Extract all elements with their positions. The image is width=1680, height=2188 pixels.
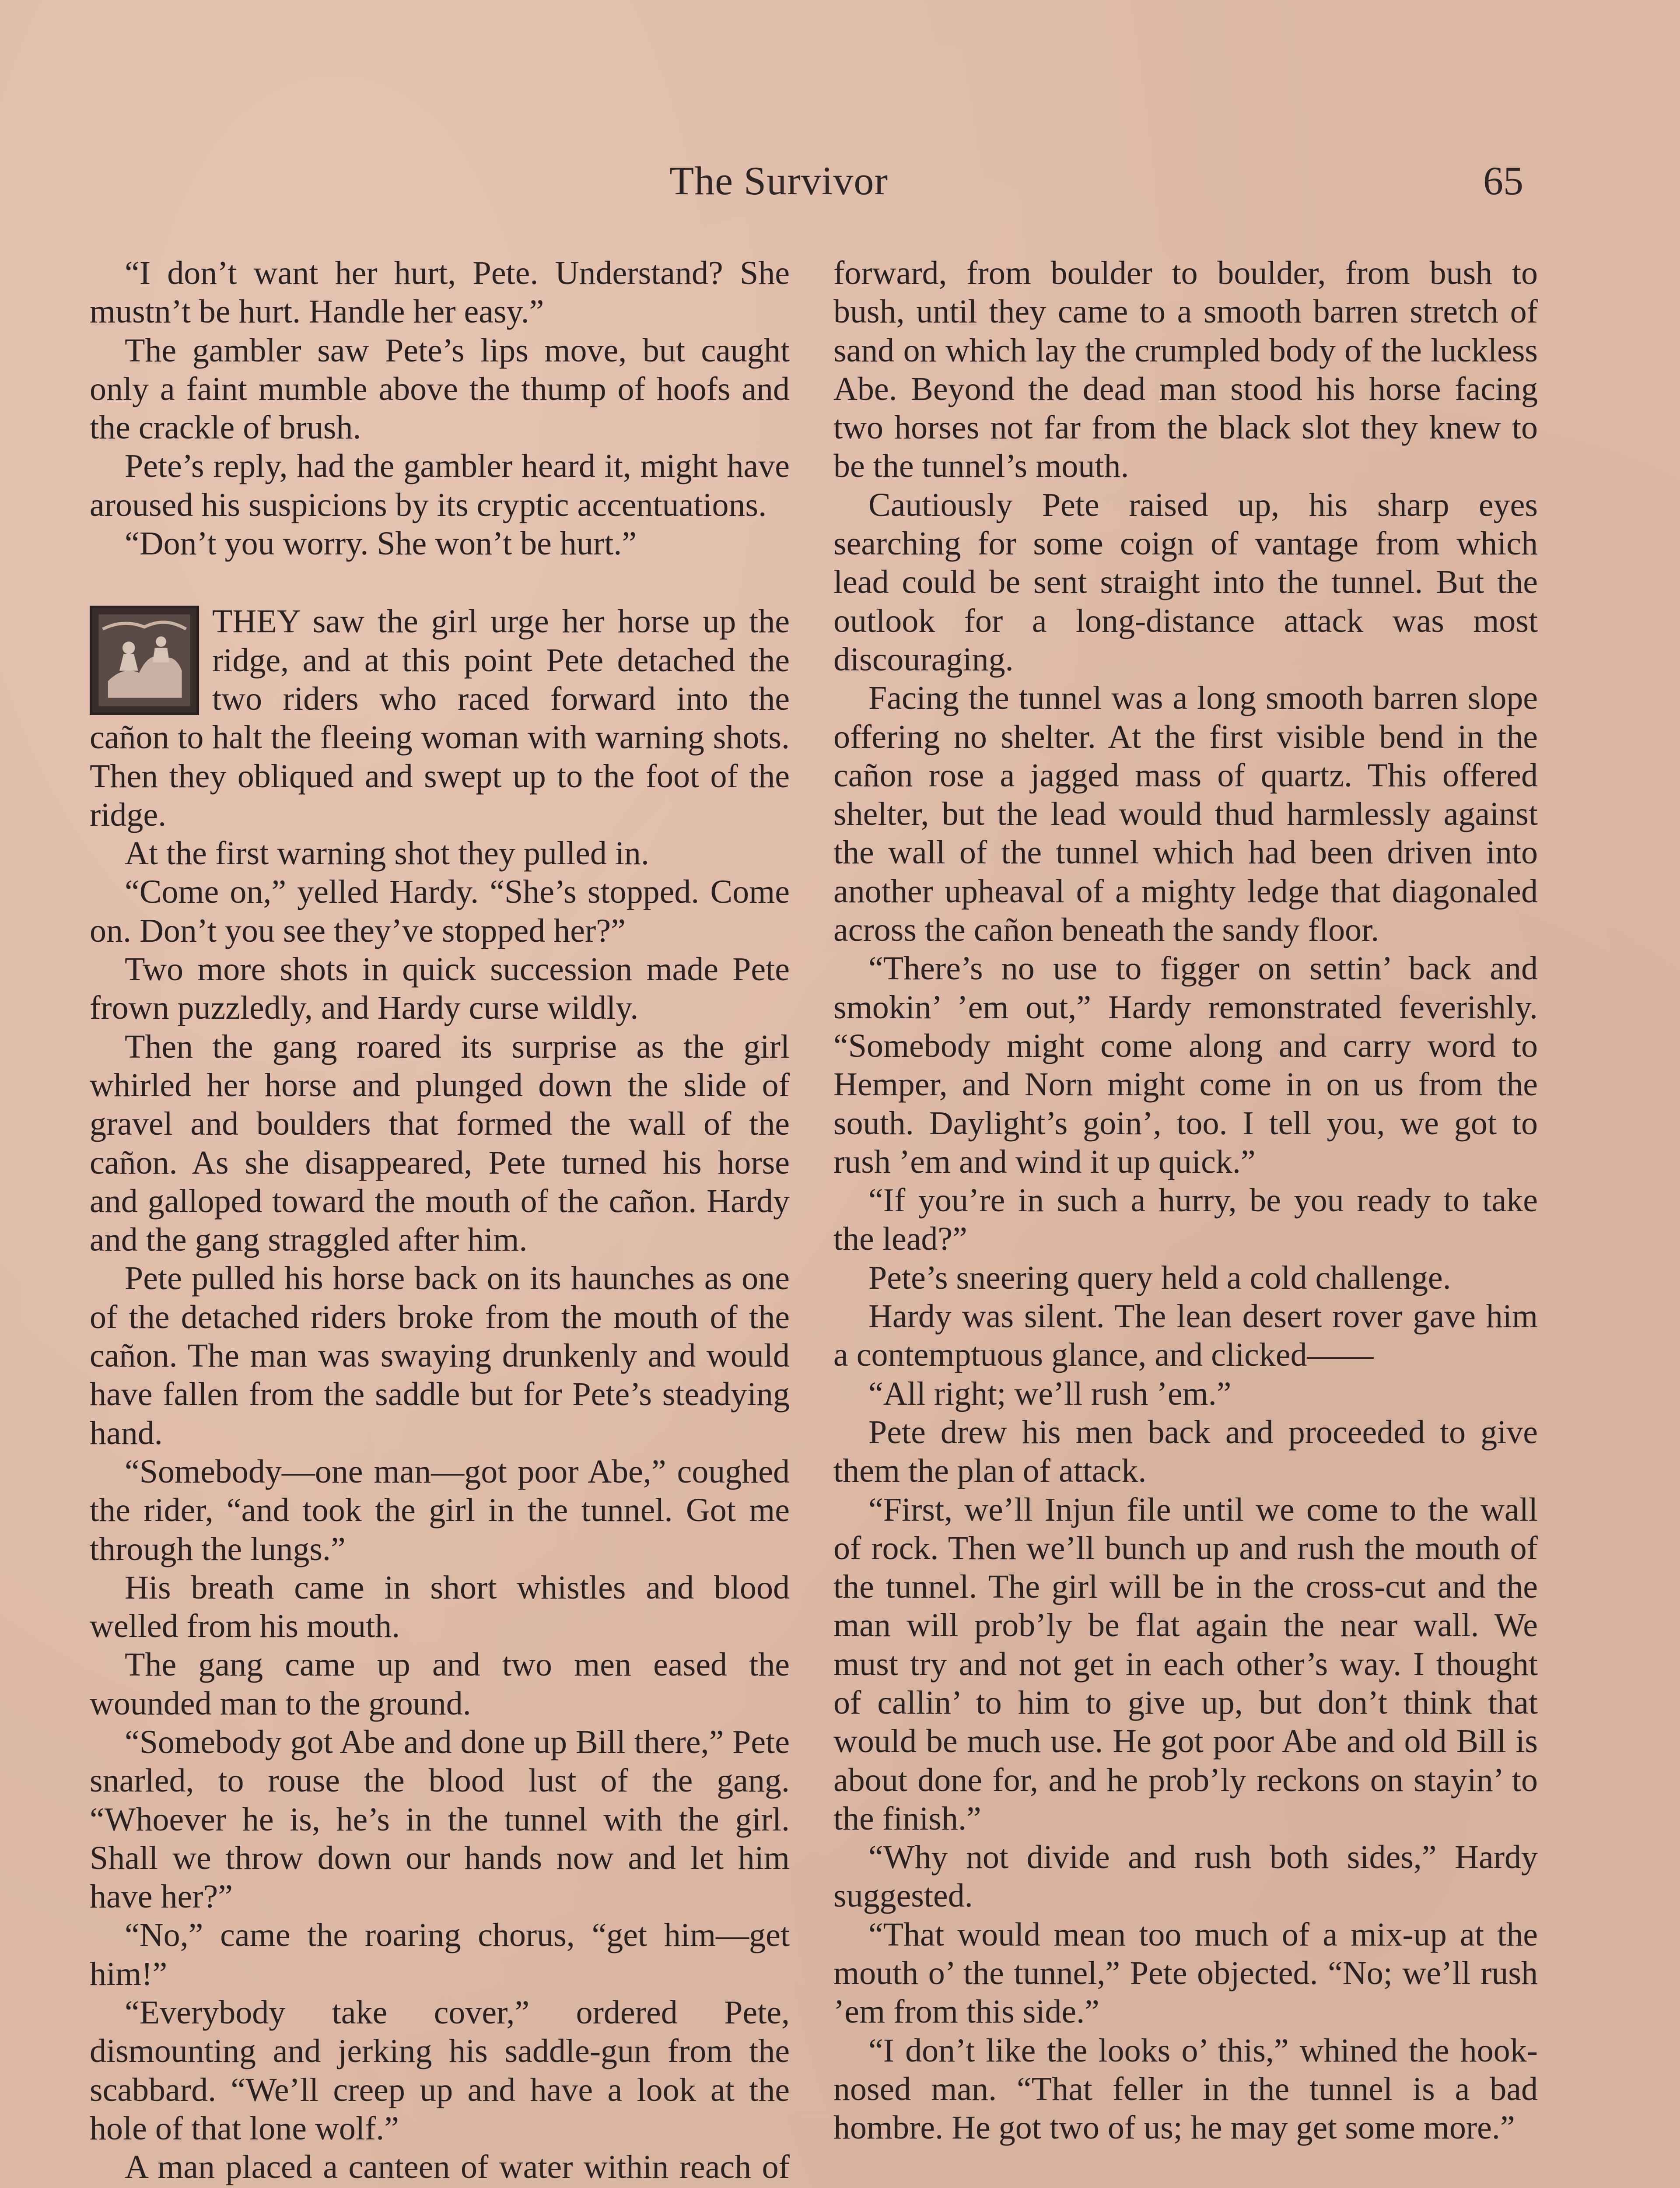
paragraph: “Don’t you worry. She won’t be hurt.”: [125, 525, 637, 562]
section-break: [90, 563, 790, 602]
left-column: [90, 254, 790, 2188]
right-column: [833, 254, 1538, 2147]
paragraph: The gambler saw Pete’s lips move, but caught only a faint mumble above the thump of hoofs and the crackle of brush.: [90, 332, 790, 446]
paragraph: “There’s no use to figger on settin’ back and smokin’ ’em out,” Hardy remonstrated feverishly. “Somebody might come along and carry word to Hemper, and Norn might come in on us from the south. Daylight’s goin’, too. I tell you, we got to rush ’em and wind it up quick.”: [833, 950, 1538, 1180]
paragraph: “Why not divide and rush both sides,” Hardy suggested.: [833, 1839, 1538, 1914]
paragraph: Pete drew his men back and proceeded to give them the plan of attack.: [833, 1413, 1538, 1490]
paragraph: forward, from boulder to boulder, from bush to bush, until they came to a smooth barren stretch of sand on which lay the crumpled body of the luckless Abe. Beyond the dead man stood his horse facing two horses not far from the black slot they knew to be the tunnel’s mouth.: [833, 255, 1538, 485]
paragraph: “Somebody got Abe and done up Bill there,” Pete snarled, to rouse the blood lust of the gang. “Whoever he is, he’s in the tunnel with the girl. Shall we throw down our hands now and let him have her?”: [90, 1723, 790, 1915]
paragraph: “That would mean too much of a mix-up at the mouth o’ the tunnel,” Pete objected. “No; we’ll rush ’em from this side.”: [833, 1916, 1538, 2030]
paragraph: “I don’t want her hurt, Pete. Understand? She mustn’t be hurt. Handle her easy.”: [90, 255, 790, 330]
paragraph: THEY saw the girl urge her horse up the ridge, and at this point Pete detached the two riders who raced forward into the cañon to halt the fleeing woman with warning shots. Then they obliqued and swept up to the foot of the ridge.: [90, 603, 790, 833]
paragraph: “All right; we’ll rush ’em.”: [868, 1375, 1232, 1412]
paragraph: Cautiously Pete raised up, his sharp eyes searching for some coign of vantage from which lead could be sent straight into the tunnel. But the outlook for a long-distance attack was most discouraging.: [833, 486, 1538, 678]
page-number: 65: [1483, 158, 1523, 203]
paragraph: At the first warning shot they pulled in.: [125, 835, 649, 872]
paragraph: “First, we’ll Injun file until we come to the wall of rock. Then we’ll bunch up and rush the mouth of the tunnel. The girl will be in the cross-cut and the man will prob’ly be flat again the near wall. We must try and not get in each other’s way. I thought of callin’ to him to give up, but don’t think that would be much use. He got poor Abe and old Bill is about done for, and he prob’ly reckons on stayin’ to the finish.”: [833, 1491, 1538, 1837]
paragraph: Pete’s sneering query held a cold challenge.: [868, 1259, 1451, 1296]
paragraph: A man placed a canteen of water within reach of: [125, 2149, 790, 2186]
paragraph: His breath came in short whistles and blood welled from his mouth.: [90, 1569, 790, 1645]
paragraph: Facing the tunnel was a long smooth barren slope offering no shelter. At the first visible bend in the cañon rose a jagged mass of quartz. This offered shelter, but the lead would thud harmlessly against the wall of the tunnel which had been driven into another upheaval of a mighty ledge that diagonaled across the cañon beneath the sandy floor.: [833, 680, 1538, 949]
paragraph: “Come on,” yelled Hardy. “She’s stopped. Come on. Don’t you see they’ve stopped her?”: [90, 873, 790, 949]
paragraph: “I don’t like the looks o’ this,” whined the hook-nosed man. “That feller in the tunnel is a bad hombre. He got two of us; he may get some more.”: [833, 2032, 1538, 2146]
paragraph: Pete’s reply, had the gambler heard it, might have aroused his suspicions by its cryptic accentuations.: [90, 448, 790, 523]
paragraph: “No,” came the roaring chorus, “get him—get him!”: [90, 1917, 790, 1992]
paragraph: “If you’re in such a hurry, be you ready to take the lead?”: [833, 1182, 1538, 1258]
paragraph: Two more shots in quick succession made Pete frown puzzledly, and Hardy curse wildly.: [90, 951, 790, 1027]
paragraph: The gang came up and two men eased the wounded man to the ground.: [90, 1646, 790, 1722]
paragraph: “Somebody—one man—got poor Abe,” coughed the rider, “and took the girl in the tunnel. Got me through the lungs.”: [90, 1453, 790, 1567]
paragraph: Then the gang roared its surprise as the girl whirled her horse and plunged down the slide of gravel and boulders that formed the wall of the cañon. As she disappeared, Pete turned his horse and galloped toward the mouth of the cañon. Hardy and the gang straggled after him.: [90, 1028, 790, 1259]
ornament-riders-icon: [92, 608, 196, 712]
paragraph: Pete pulled his horse back on its haunches as one of the detached riders broke from the mouth of the cañon. The man was swaying drunkenly and would have fallen from the saddle but for Pete’s steadying hand.: [90, 1260, 790, 1452]
paragraph: “Everybody take cover,” ordered Pete, dismounting and jerking his saddle-gun from the scabbard. “We’ll creep up and have a look at the hole of that lone wolf.”: [90, 1994, 790, 2147]
illustrated-ornament-icon: [90, 606, 199, 715]
paragraph: Hardy was silent. The lean desert rover gave him a contemptuous glance, and clicked——: [833, 1298, 1538, 1374]
running-head-title: The Survivor: [669, 158, 889, 203]
